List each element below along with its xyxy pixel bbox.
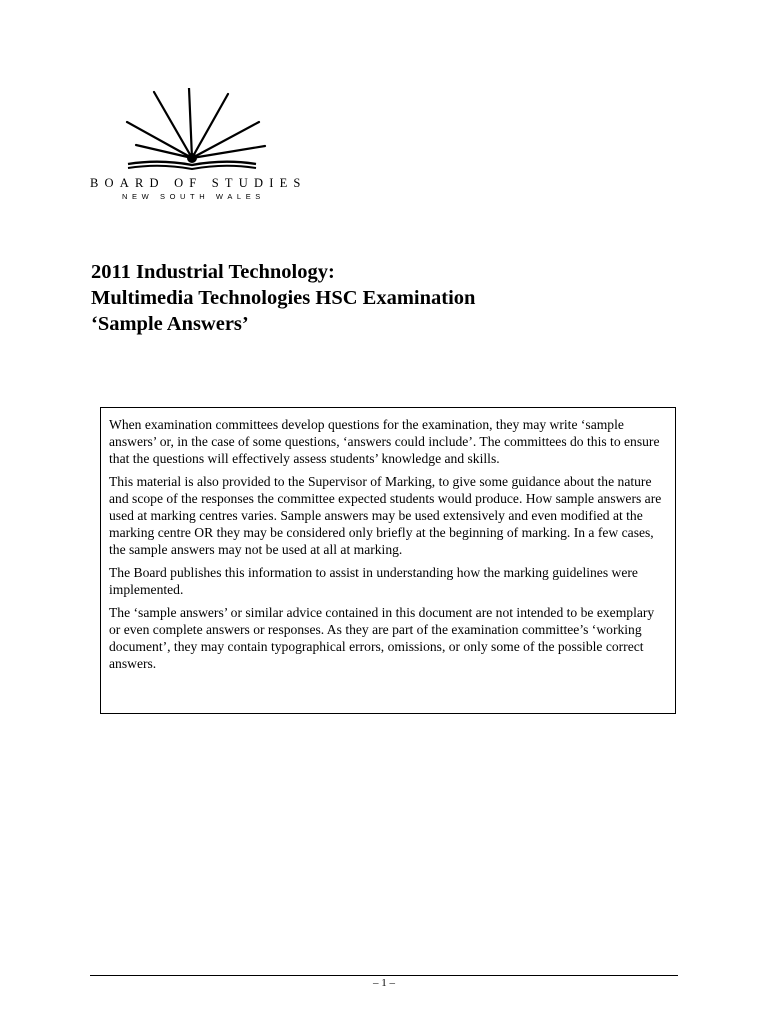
sunburst-book-icon [90, 88, 300, 178]
title-line-1: 2011 Industrial Technology: [91, 261, 335, 283]
disclaimer-box [100, 407, 676, 714]
disclaimer-paragraph: When examination committees develop questions for the examination, they may write ‘sample answers’ or, in the case of some questions, ‘answers could include’. The committees do this to ensure that the questions will effectively assess students’ knowledge and skills. [109, 417, 660, 466]
title-line-2: Multimedia Technologies HSC Examination [91, 287, 476, 309]
sunburst-ray [136, 145, 192, 158]
footer-divider [90, 975, 678, 976]
org-name: BOARD OF STUDIES [90, 176, 307, 190]
sunburst-ray [189, 88, 192, 158]
disclaimer-paragraph: The ‘sample answers’ or similar advice contained in this document are not intended to be exemplary or even complete answers or responses. As they are part of the examination committee’s ‘working document’, they may contain typographical errors, omissions, or only some of the possible correct answers. [109, 605, 655, 671]
sunburst-center [187, 153, 197, 163]
page-number: – 1 – [373, 977, 395, 989]
disclaimer-paragraph: This material is also provided to the Supervisor of Marking, to give some guidance about the nature and scope of the responses the committee expected students would produce. How sample answers are used at marking centres varies. Sample answers may be used extensively and even modified at the marking centre OR they may be considered only briefly at the beginning of marking. In a few cases, the sample answers may not be used at all at marking. [109, 474, 662, 557]
org-subtitle: NEW SOUTH WALES [122, 192, 265, 201]
document-title [91, 259, 691, 337]
disclaimer-paragraph: The Board publishes this information to assist in understanding how the marking guidelines were implemented. [109, 565, 638, 597]
title-line-3: ‘Sample Answers’ [91, 313, 249, 335]
